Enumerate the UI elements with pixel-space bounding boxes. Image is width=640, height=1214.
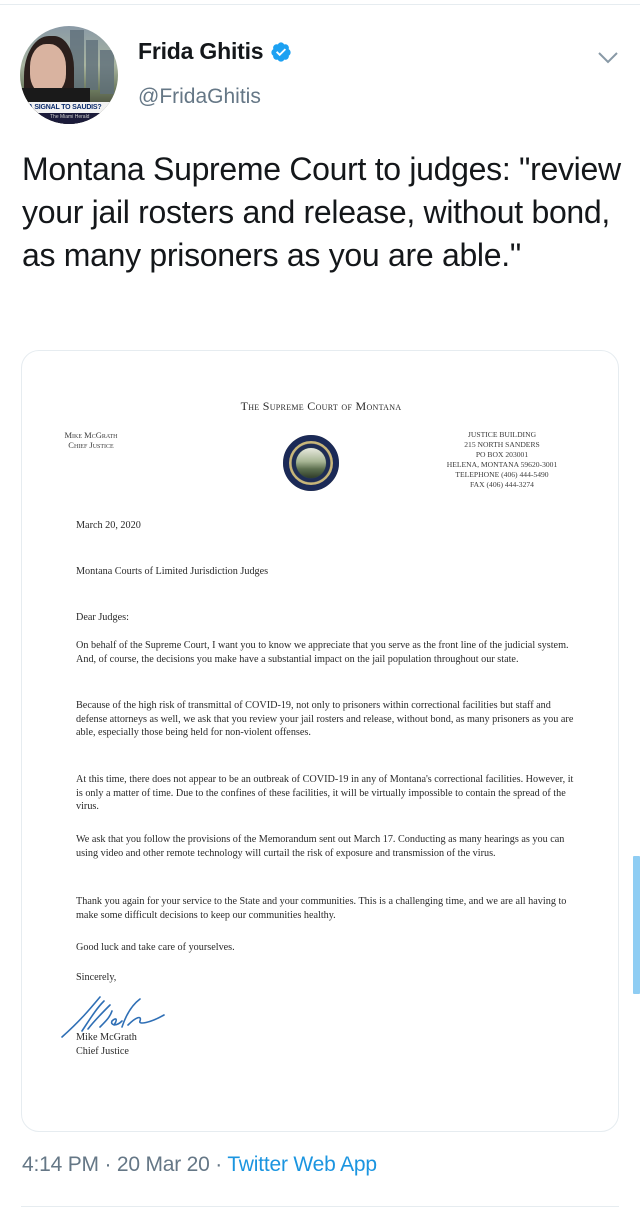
letterhead-address-block	[427, 430, 577, 490]
letter-recipient: Montana Courts of Limited Jurisdiction Judges	[76, 566, 269, 577]
letterhead-title: The Supreme Court of Montana	[240, 399, 402, 413]
scrollbar-thumb[interactable]	[633, 856, 640, 994]
letter-paragraph: Because of the high risk of transmittal of COVID-19, not only to prisoners within correctional facilities but staff and defense attorneys as well, we ask that you review your jail rosters and release, without bond, as many prisoners as you are able, especially those being held for non-violent offenses.	[76, 700, 574, 739]
avatar-caption: A SIGNAL TO SAUDIS?	[20, 102, 118, 113]
letter-closing-line: Good luck and take care of yourselves.	[76, 942, 235, 953]
address-line: PO BOX 203001	[475, 450, 529, 459]
address-line: 215 NORTH SANDERS	[464, 440, 540, 449]
meta-separator: ·	[209, 1153, 228, 1176]
avatar-bg-building	[100, 50, 114, 94]
tweet-header	[0, 0, 640, 120]
tweet-date[interactable]: 20 Mar 20	[116, 1153, 210, 1176]
bottom-divider	[21, 1206, 619, 1207]
author-name-row	[138, 38, 292, 65]
tweet-meta	[22, 1153, 377, 1177]
author-handle[interactable]: @FridaGhitis	[138, 85, 261, 108]
letterhead-chief-name: Mike McGrath	[64, 430, 118, 440]
display-name[interactable]: Frida Ghitis	[138, 38, 264, 64]
letter-valediction: Sincerely,	[76, 972, 117, 983]
signer-title: Chief Justice	[76, 1046, 129, 1057]
avatar-face	[30, 44, 66, 94]
letter-salutation: Dear Judges:	[76, 612, 129, 623]
letter-paragraph: On behalf of the Supreme Court, I want you to know we appreciate that you serve as the front line of the judicial system. And, of course, the decisions you make have a substantial impact on the jail population throughout our state.	[76, 640, 569, 665]
meta-separator: ·	[98, 1153, 117, 1176]
tweet-source-link[interactable]: Twitter Web App	[227, 1153, 377, 1176]
address-line: FAX (406) 444-3274	[470, 480, 534, 489]
seal-landscape	[296, 448, 326, 478]
letter-paragraph: We ask that you follow the provisions of the Memorandum sent out March 17. Conducting as many hearings as you can using video and other remote technology will curtail the risk of exposure and transmission of the virus.	[76, 834, 565, 859]
address-line: TELEPHONE (406) 444-5490	[455, 470, 549, 479]
avatar-subcaption: The Miami Herald	[20, 113, 118, 124]
letterhead-chief-title: Chief Justice	[68, 440, 114, 450]
signer-name: Mike McGrath	[76, 1032, 137, 1043]
address-line: JUSTICE BUILDING	[467, 430, 537, 439]
letter-paragraph: At this time, there does not appear to be an outbreak of COVID-19 in any of Montana's correctional facilities. However, it is only a matter of time. Due to the confines of these facilities, it will be virtually impossible to contain the spread of the virus.	[76, 774, 574, 813]
verified-badge-icon	[270, 41, 292, 63]
chevron-down-icon[interactable]	[596, 50, 620, 66]
avatar-bg-building	[86, 40, 98, 90]
tweet-time[interactable]: 4:14 PM	[22, 1153, 99, 1176]
avatar[interactable]	[20, 26, 118, 124]
letter-document	[22, 351, 620, 1133]
tweet-text: Montana Supreme Court to judges: "review your jail rosters and release, without bond, as many prisoners as you are able."	[22, 151, 621, 273]
letter-date: March 20, 2020	[76, 520, 141, 531]
attached-image-card[interactable]	[21, 350, 619, 1132]
letterhead-left-block	[46, 430, 136, 450]
court-seal-icon	[283, 435, 339, 491]
letter-paragraph: Thank you again for your service to the State and your communities. This is a challenging time, and we are all having to make some difficult decisions to keep our communities healthy.	[76, 896, 567, 921]
address-line: HELENA, MONTANA 59620-3001	[446, 460, 558, 469]
